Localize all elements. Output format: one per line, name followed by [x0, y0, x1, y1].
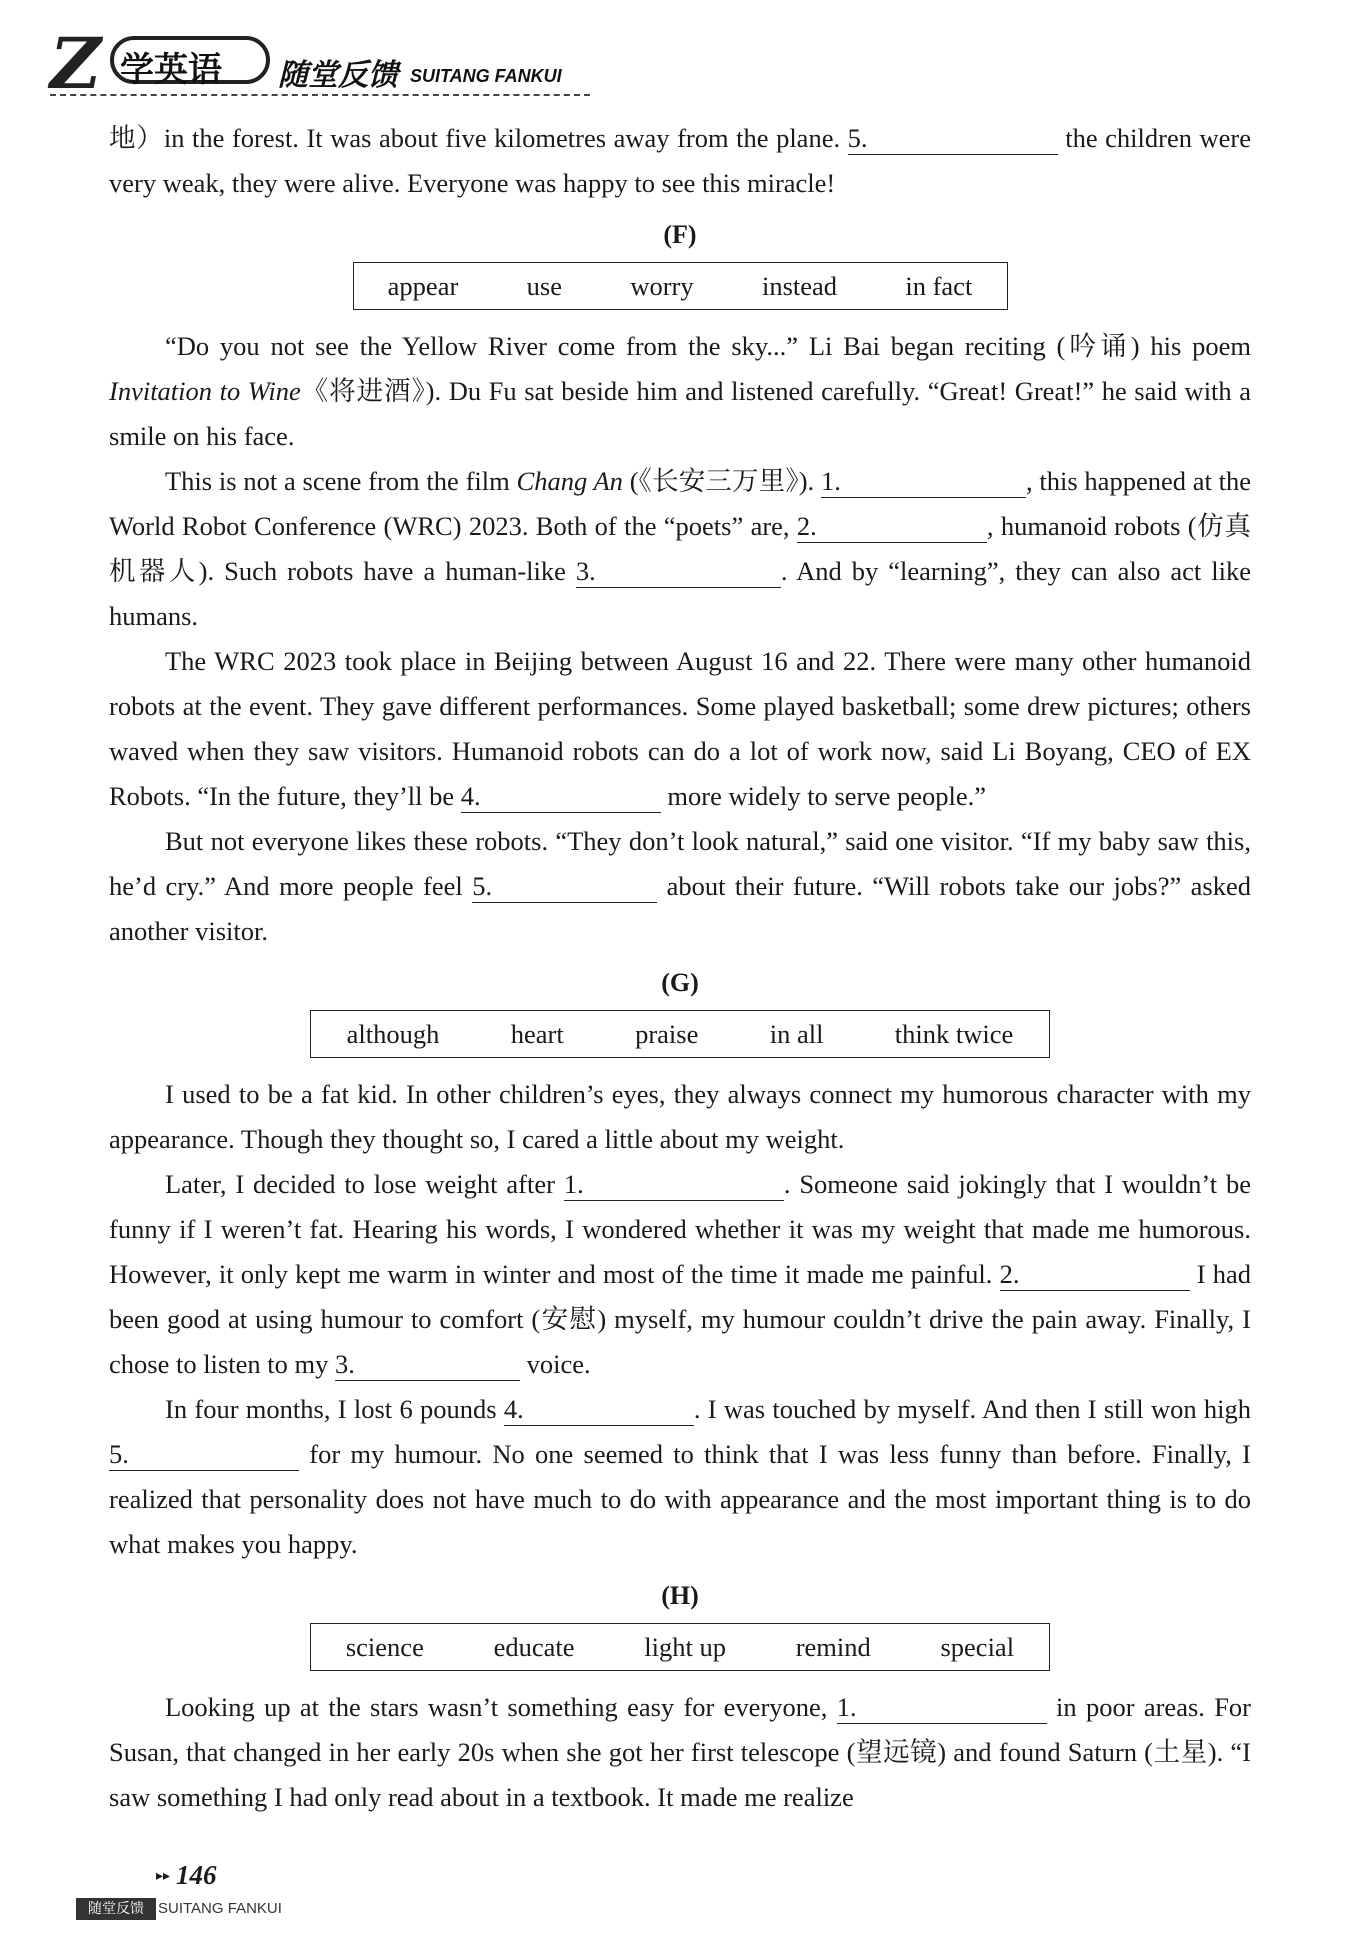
logo-sub-text: 随堂反馈	[278, 58, 398, 93]
word-option: heart	[510, 1018, 564, 1049]
word-option: think twice	[894, 1018, 1014, 1049]
word-option: special	[940, 1631, 1015, 1662]
paragraph-f-1: “Do you not see the Yellow River come from the sky...” Li Bai began reciting (吟诵) his poem Invitation to Wine《将进酒》). Du Fu sat beside him and listened carefully. “Great! Great!” he said with a smile on his face.	[109, 331, 1251, 451]
paragraph-g-3: In four months, I lost 6 pounds 4. . I was touched by myself. And then I still won high 5. for my humour. No one seemed to think that I was less funny than before. Finally, I realized that personality does not have much to do with appearance and the most important thing is to do what makes you happy.	[109, 1394, 1252, 1559]
blank-e-5[interactable]: 5.	[848, 122, 1058, 155]
word-option: science	[345, 1631, 424, 1662]
word-option: educate	[493, 1631, 575, 1662]
paragraph-h-1: Looking up at the stars wasn’t something easy for everyone, 1. in poor areas. For Susan, that changed in her early 20s when she got her first telescope (望远镜) and found Saturn (土星). “I saw something I had only read about in a textbook. It made me realize	[109, 1692, 1252, 1812]
page-number: 146	[176, 1860, 217, 1890]
paragraph-f-2: This is not a scene from the film Chang An (《长安三万里》). 1. , this happened at the World Robot Conference (WRC) 2023. Both of the “poets” are, 2. , humanoid robots (仿真机器人). Such robots have a human-like 3. . And by “learning”, they can also act like humans.	[109, 466, 1252, 631]
blank-g-5[interactable]: 5.	[109, 1438, 299, 1471]
section-g-title: (G)	[661, 968, 699, 997]
blank-h-1[interactable]: 1.	[837, 1691, 1047, 1724]
word-option: instead	[761, 270, 838, 301]
page-arrows-icon: ▸▸	[156, 1869, 171, 1884]
blank-g-4[interactable]: 4.	[504, 1393, 694, 1426]
blank-f-3[interactable]: 3.	[576, 555, 781, 588]
blank-f-1[interactable]: 1.	[821, 465, 1026, 498]
logo-en-text: SUITANG FANKUI	[410, 66, 562, 86]
header-logo	[50, 14, 570, 104]
word-option: light up	[644, 1631, 726, 1662]
paragraph-g-2: Later, I decided to lose weight after 1. . Someone said jokingly that I wouldn’t be funny if I weren’t fat. Hearing his words, I wondered whether it was my weight that made me humorous. However, it only kept me warm in winter and most of the time it made me painful. 2. I had been good at using humour to comfort (安慰) myself, my humour couldn’t drive the pain away. Finally, I chose to listen to my 3. voice.	[109, 1169, 1252, 1379]
paragraph-g-1: I used to be a fat kid. In other children’s eyes, they always connect my humorous character with my appearance. Though they thought so, I cared a little about my weight.	[109, 1079, 1251, 1154]
word-option: although	[346, 1018, 440, 1049]
blank-f-4[interactable]: 4.	[461, 780, 661, 813]
blank-g-3[interactable]: 3.	[335, 1348, 520, 1381]
footer-en: SUITANG FANKUI	[158, 1900, 282, 1917]
logo-figure-icon: Z	[50, 22, 102, 105]
paragraph-e-end: 地）in the forest. It was about five kilometres away from the plane. 5. the children were very weak, they were alive. Everyone was happy to see this miracle!	[109, 123, 1252, 198]
paragraph-f-3: The WRC 2023 took place in Beijing between August 16 and 22. There were many other humanoid robots at the event. They gave different performances. Some played basketball; some drew pictures; others waved when they saw visitors. Humanoid robots can do a lot of work now, said Li Boyang, CEO of EX Robots. “In the future, they’ll be 4. more widely to serve people.”	[109, 646, 1251, 811]
word-option: praise	[635, 1018, 699, 1049]
word-option: appear	[387, 270, 459, 301]
blank-g-1[interactable]: 1.	[564, 1168, 784, 1201]
blank-g-2[interactable]: 2.	[1000, 1258, 1190, 1291]
section-h-title: (H)	[661, 1581, 699, 1610]
blank-f-5[interactable]: 5.	[472, 870, 657, 903]
blank-f-2[interactable]: 2.	[797, 510, 987, 543]
word-option: remind	[795, 1631, 871, 1662]
logo-main-text: 学英语	[120, 50, 222, 90]
paragraph-f-4: But not everyone likes these robots. “They don’t look natural,” said one visitor. “If my baby saw this, he’d cry.” And more people feel 5. about their future. “Will robots take our jobs?” asked another visitor.	[109, 826, 1251, 946]
page-content	[109, 116, 1251, 1820]
section-f-title: (F)	[663, 220, 697, 249]
section-g-wordbox	[310, 1010, 1050, 1058]
word-option: use	[526, 270, 562, 301]
footer-badge: 随堂反馈	[76, 1898, 156, 1920]
header-divider	[50, 94, 590, 96]
word-option: worry	[630, 270, 694, 301]
word-option: in all	[769, 1018, 824, 1049]
section-h-wordbox	[310, 1623, 1050, 1671]
word-option: in fact	[905, 270, 973, 301]
section-f-wordbox	[353, 262, 1008, 310]
